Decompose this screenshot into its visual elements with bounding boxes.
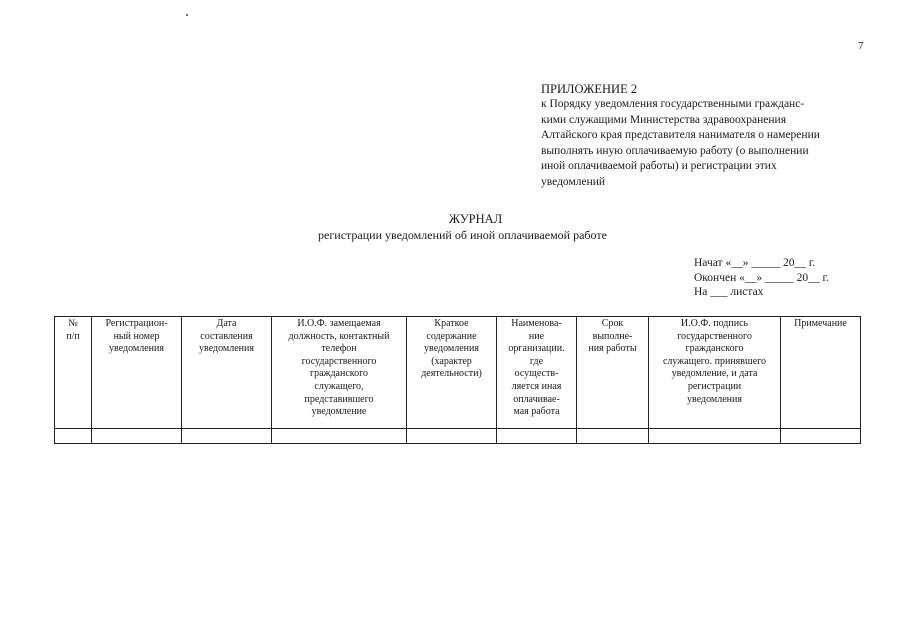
- table-cell: [497, 429, 577, 444]
- page-number: 7: [858, 40, 864, 52]
- appendix-block: [541, 81, 871, 190]
- date-started: Начат «__» _____ 20__ г.: [694, 257, 816, 269]
- appendix-title: ПРИЛОЖЕНИЕ 2: [541, 82, 638, 96]
- sheet-count: На ___ листах: [694, 286, 764, 298]
- table-cell: [781, 429, 861, 444]
- column-header-fio-receiver: И.О.Ф. подпись государственного гражданского служащего. принявшего уведомление, и дата регистрации уведомления: [649, 317, 781, 429]
- journal-table: [54, 316, 861, 444]
- table-body: [55, 429, 861, 444]
- column-header-note: Примечание: [781, 317, 861, 429]
- column-header-summary: Краткое содержание уведомления (характер деятельности): [407, 317, 497, 429]
- scan-speck: [186, 14, 188, 16]
- table-header-row: [55, 317, 861, 429]
- journal-title: ЖУРНАЛ: [448, 212, 503, 226]
- journal-subtitle: регистрации уведомлений об иной оплачиваемой работе: [318, 228, 607, 242]
- column-header-date: Дата составления уведомления: [182, 317, 272, 429]
- journal-dates: [694, 256, 829, 300]
- table-cell: [55, 429, 92, 444]
- appendix-line: к Порядку уведомления государственными граждaнс-: [541, 98, 805, 110]
- appendix-line: кими служащими Министерства здравоохранения: [541, 113, 786, 126]
- column-header-fio-submitter: И.О.Ф. замещаемая должность, контактный телефон государственного гражданского служащего, представившего уведомление: [272, 317, 407, 429]
- table-cell: [649, 429, 781, 444]
- appendix-line: уведомлений: [541, 175, 606, 188]
- table-cell: [272, 429, 407, 444]
- column-header-organization: Наименова- ние организации. где осуществ- ляется иная оплачивае- мая работа: [497, 317, 577, 429]
- table-cell: [92, 429, 182, 444]
- appendix-line: Алтайского края представителя нанимателя о намерении: [541, 129, 820, 141]
- table-cell: [407, 429, 497, 444]
- date-ended: Окончен «__» _____ 20__ г.: [694, 271, 829, 284]
- column-header-reg-number: Регистрацион- ный номер уведомления: [92, 317, 182, 429]
- table-cell: [577, 429, 649, 444]
- table-row: [55, 429, 861, 444]
- appendix-line: иной оплачиваемой работы) и регистрации этих: [541, 160, 777, 172]
- table-cell: [182, 429, 272, 444]
- column-header-term: Срок выполне- ния работы: [577, 317, 649, 429]
- column-header-num: № п/п: [55, 317, 92, 429]
- appendix-line: выполнять иную оплачиваемую работу (о выполнении: [541, 144, 809, 157]
